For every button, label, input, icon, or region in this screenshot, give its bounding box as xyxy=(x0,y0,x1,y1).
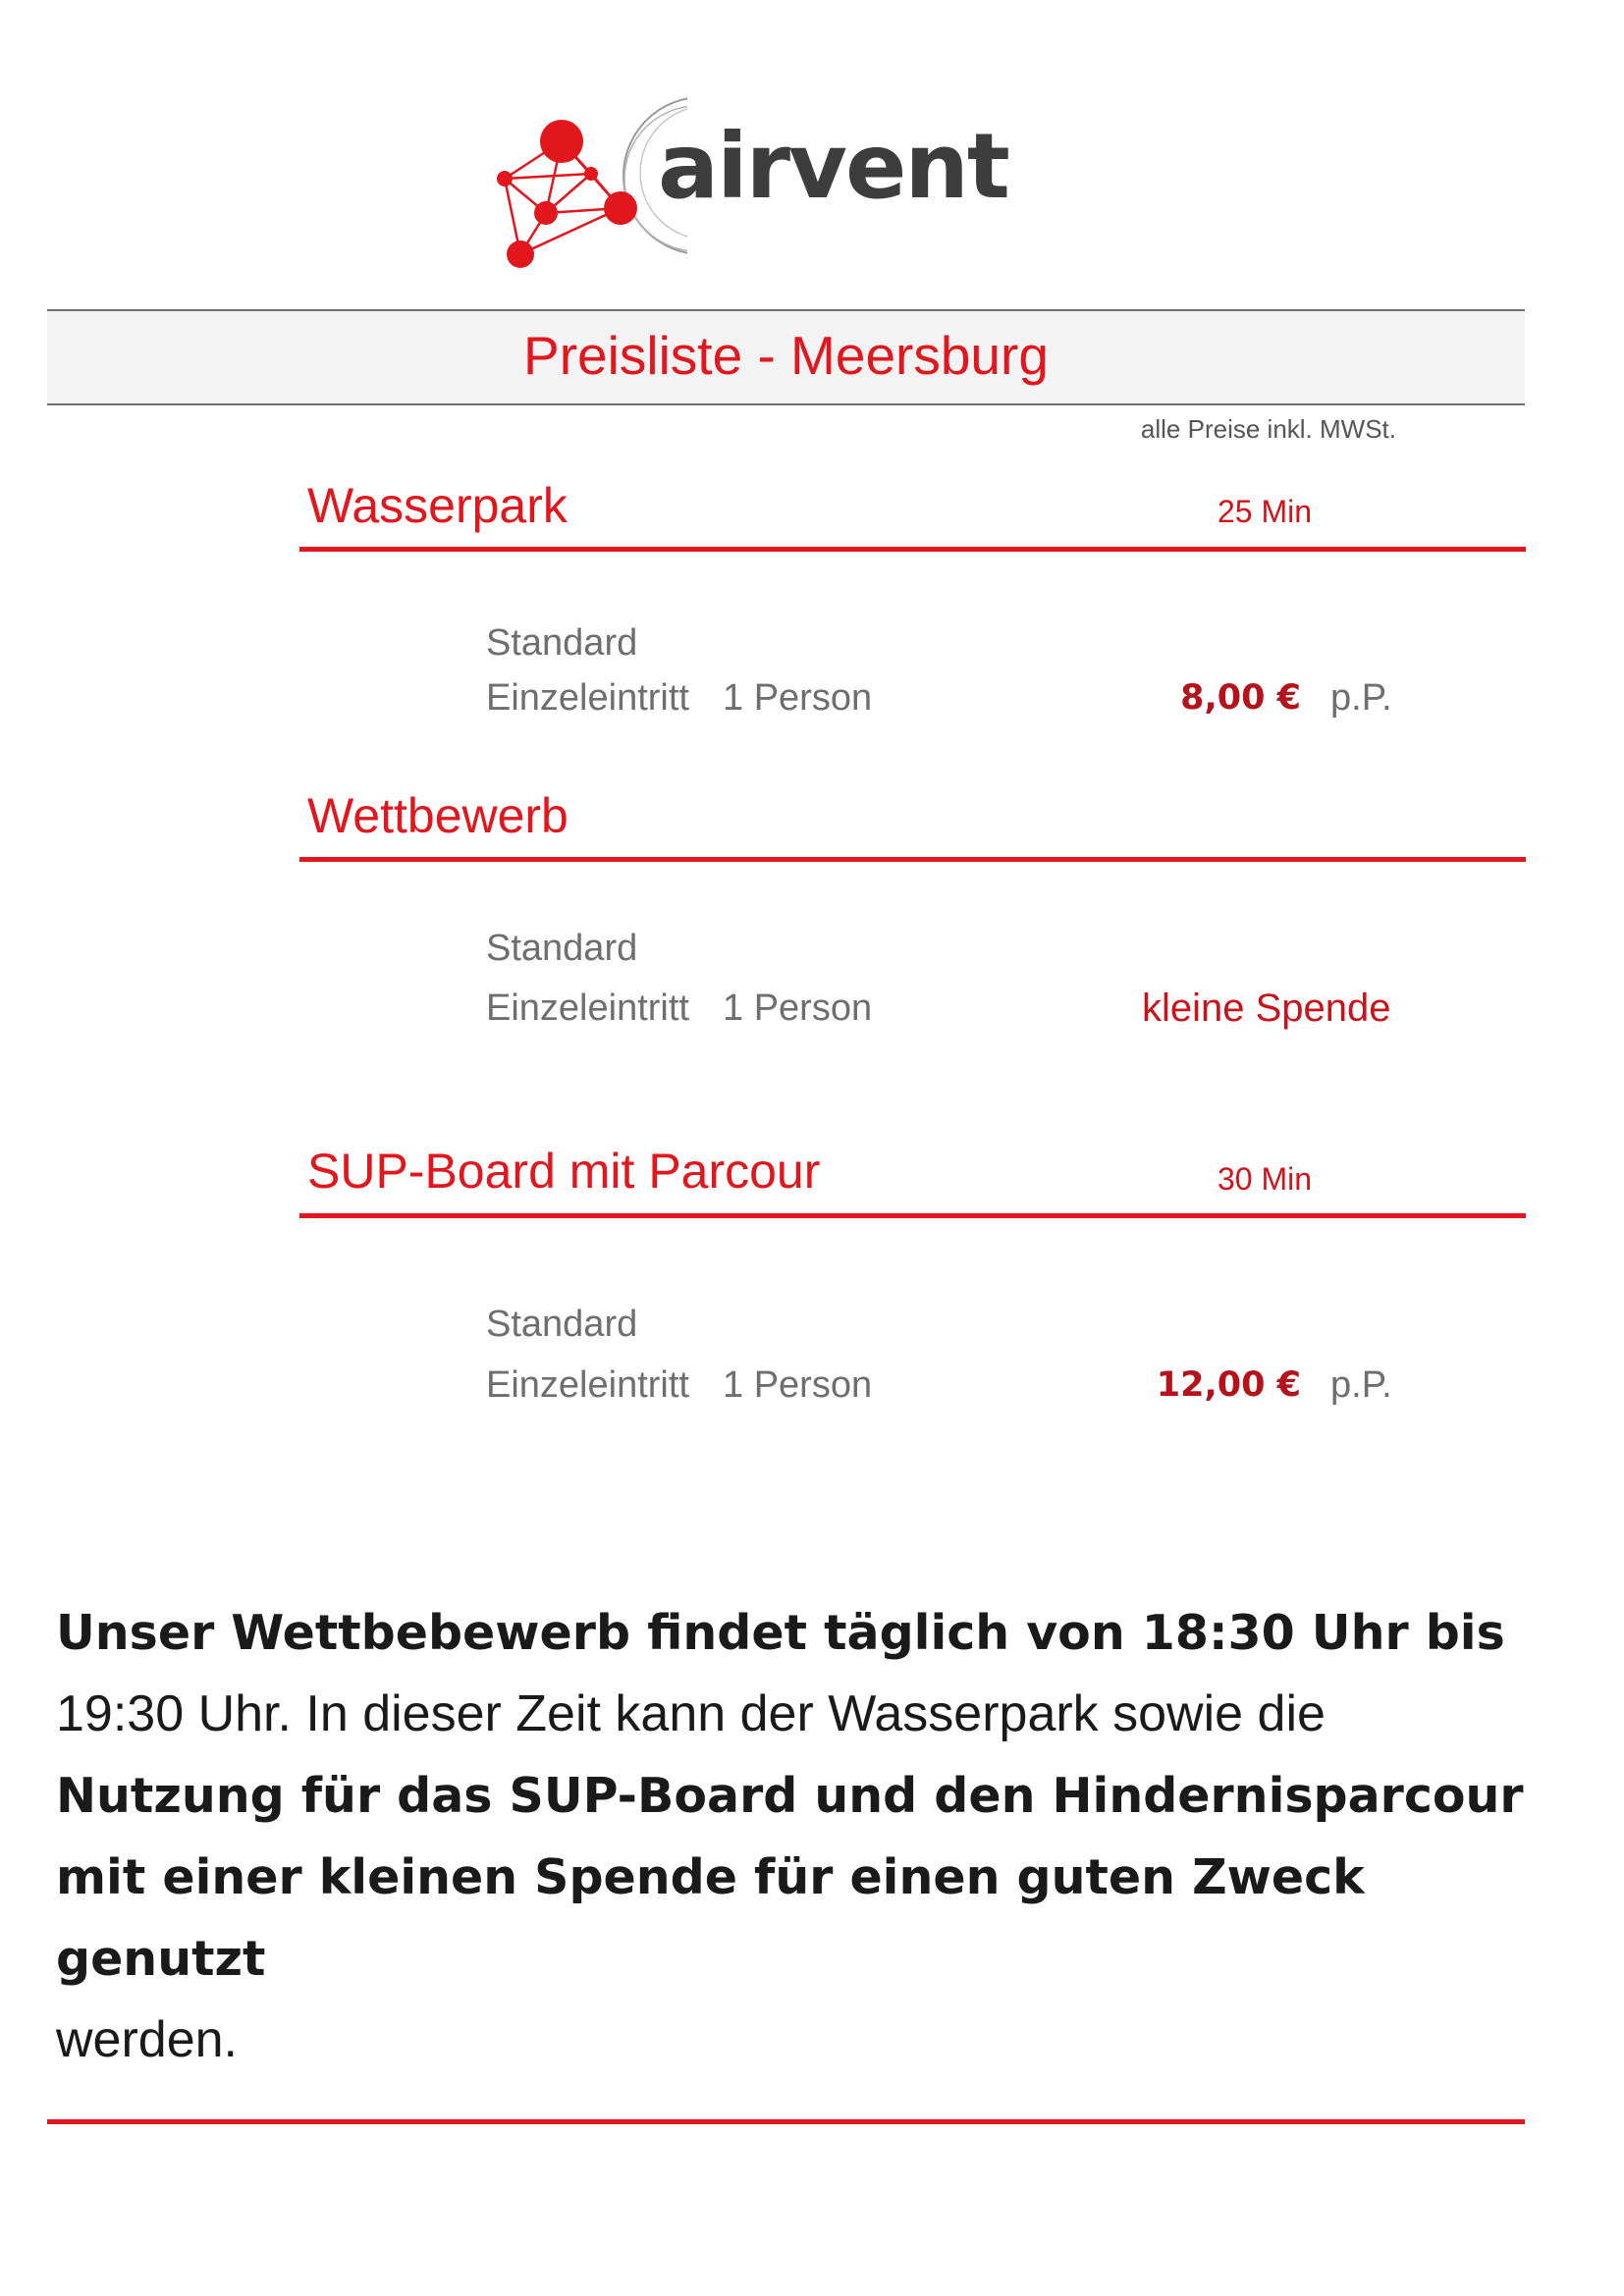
item-tier: Standard xyxy=(486,928,638,969)
paragraph-line-4: mit einer kleinen Spende für einen guten Zweck genutzt xyxy=(56,1849,1365,1987)
item-tier: Standard xyxy=(486,1304,638,1345)
item-price-donation: kleine Spende xyxy=(1142,987,1391,1030)
item-entry: Einzeleintritt xyxy=(486,1364,689,1406)
page-title: Preisliste - Meersburg xyxy=(523,325,1049,386)
paragraph-line-5: werden. xyxy=(56,2011,238,2068)
paragraph-line-2: 19:30 Uhr. In dieser Zeit kann der Wasserpark sowie die xyxy=(56,1685,1326,1742)
item-unit: p.P. xyxy=(1330,1364,1392,1406)
section-title-sup-board: SUP-Board mit Parcour xyxy=(307,1144,821,1199)
item-persons: 1 Person xyxy=(723,677,873,719)
paragraph-line-3: Nutzung für das SUP-Board und den Hindernisparcour xyxy=(56,1768,1524,1824)
item-unit: p.P. xyxy=(1330,677,1392,719)
paragraph-line-1: Unser Wettbebewerb findet täglich von 18:30 Uhr bis xyxy=(56,1605,1505,1661)
section-title-wasserpark: Wasserpark xyxy=(307,478,568,533)
bottom-rule xyxy=(47,2119,1525,2124)
item-entry: Einzeleintritt xyxy=(486,988,689,1029)
section-title-wettbewerb: Wettbewerb xyxy=(307,788,568,843)
section-duration-wasserpark: 25 Min xyxy=(1218,494,1313,529)
item-price: 8,00 € xyxy=(1180,678,1301,718)
vat-note: alle Preise inkl. MWSt. xyxy=(1140,414,1396,444)
section-rule xyxy=(299,1213,1526,1218)
section-rule xyxy=(299,547,1526,552)
item-price: 12,00 € xyxy=(1156,1365,1301,1405)
item-persons: 1 Person xyxy=(723,988,873,1029)
item-persons: 1 Person xyxy=(723,1364,873,1406)
airvent-logo xyxy=(491,82,1041,279)
item-entry: Einzeleintritt xyxy=(486,677,689,719)
section-rule xyxy=(299,857,1526,862)
logo-wordmark: airvent xyxy=(658,114,1008,219)
section-duration-sup-board: 30 Min xyxy=(1218,1161,1313,1197)
item-tier: Standard xyxy=(486,622,638,664)
info-paragraph xyxy=(56,1592,1529,2081)
